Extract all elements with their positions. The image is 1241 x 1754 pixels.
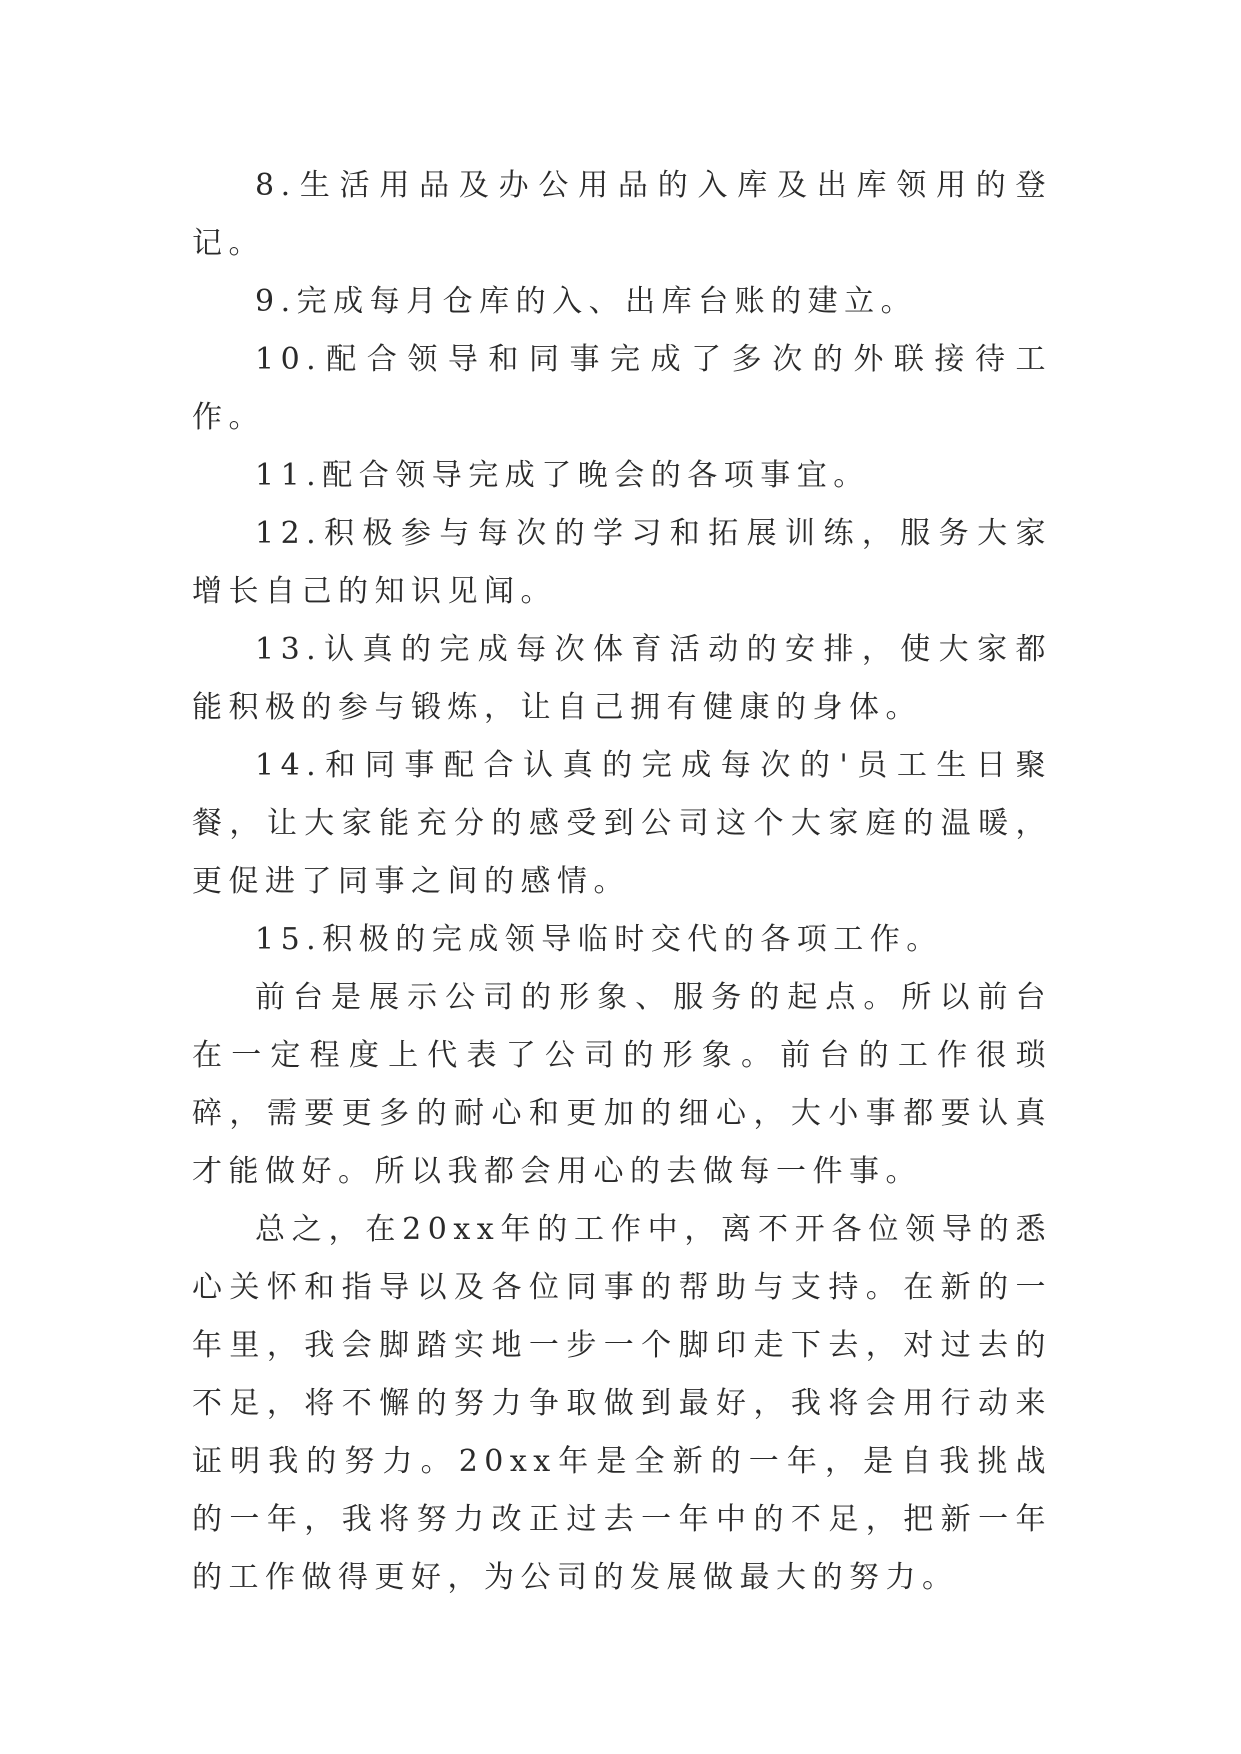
list-item-15: 15.积极的完成领导临时交代的各项工作。 — [255, 922, 943, 957]
list-item-10: 10.配合领导和同事完成了多次的外联接待工作。 — [192, 342, 1052, 435]
list-item-8: 8.生活用品及办公用品的入库及出库领用的登记。 — [192, 168, 1052, 261]
list-item-11: 11.配合领导完成了晚会的各项事宜。 — [255, 458, 870, 493]
list-item-9: 9.完成每月仓库的入、出库台账的建立。 — [255, 284, 918, 319]
list-item-14: 14.和同事配合认真的完成每次的'员工生日聚餐，让大家能充分的感受到公司这个大家庭的温暖，更促进了同事之间的感情。 — [192, 748, 1052, 899]
document-body — [192, 157, 1052, 1607]
list-item-13: 13.认真的完成每次体育活动的安排，使大家都能积极的参与锻炼，让自己拥有健康的身体。 — [192, 632, 1052, 725]
front-desk-paragraph: 前台是展示公司的形象、服务的起点。所以前台在一定程度上代表了公司的形象。前台的工作很琐碎，需要更多的耐心和更加的细心，大小事都要认真才能做好。所以我都会用心的去做每一件事。 — [192, 980, 1052, 1189]
list-item-12: 12.积极参与每次的学习和拓展训练，服务大家增长自己的知识见闻。 — [192, 516, 1052, 609]
summary-paragraph: 总之，在20xx年的工作中，离不开各位领导的悉心关怀和指导以及各位同事的帮助与支持。在新的一年里，我会脚踏实地一步一个脚印走下去，对过去的不足，将不懈的努力争取做到最好，我将会用行动来证明我的努力。20xx年是全新的一年，是自我挑战的一年，我将努力改正过去一年中的不足，把新一年的工作做得更好，为公司的发展做最大的努力。 — [192, 1212, 1052, 1595]
